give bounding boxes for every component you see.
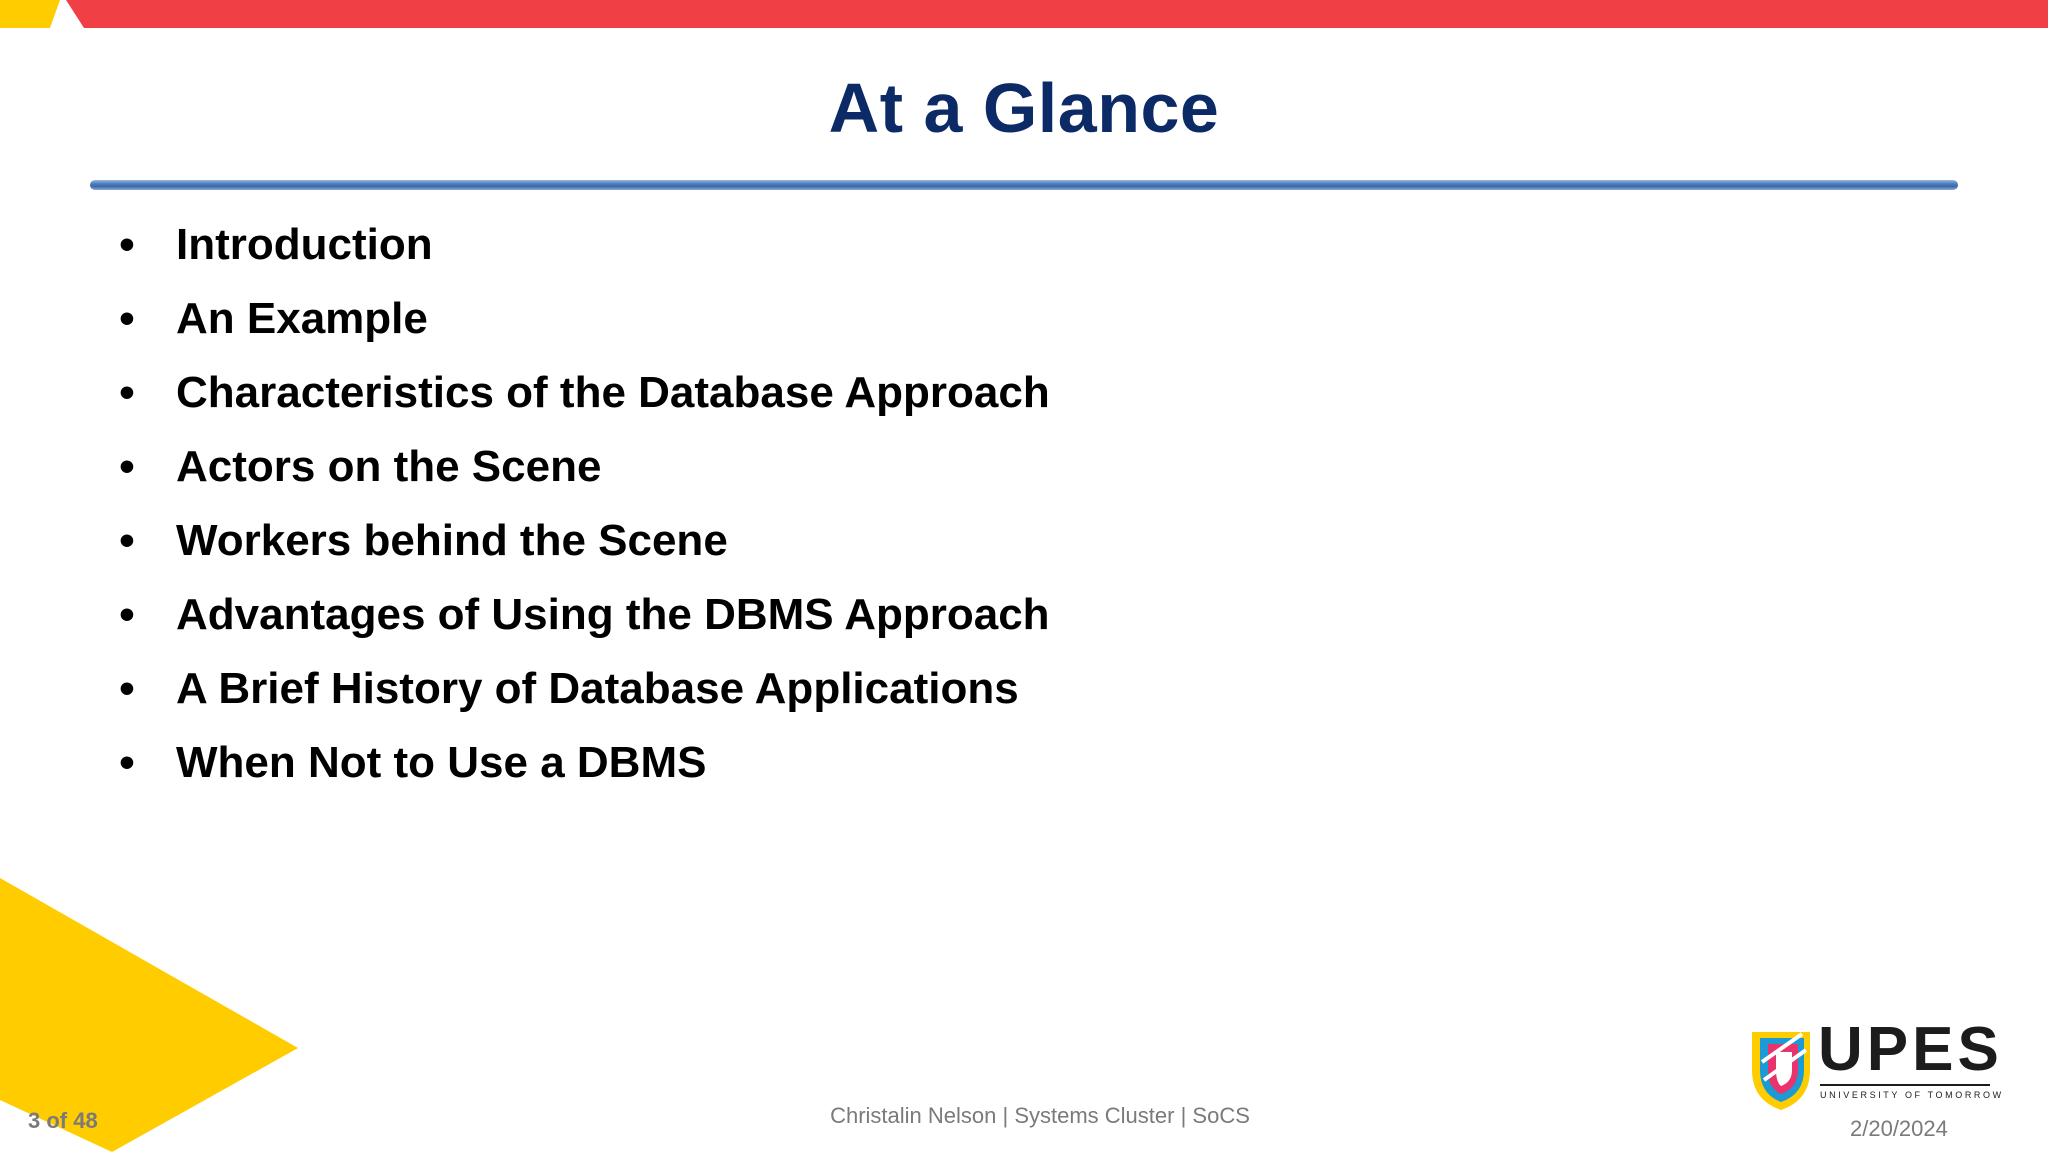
agenda-item-text: Actors on the Scene (176, 442, 602, 491)
slide-date: 2/20/2024 (1850, 1116, 1948, 1141)
bullet-icon: • (119, 368, 135, 417)
bullet-icon: • (119, 590, 135, 639)
bullet-icon: • (119, 220, 135, 269)
agenda-item-text: An Example (176, 294, 428, 343)
bullet-icon: • (119, 738, 135, 787)
agenda-item-text: Workers behind the Scene (176, 516, 728, 565)
footer-author-text: Christalin Nelson | Systems Cluster | SoCS (830, 1103, 1250, 1128)
agenda-item-text: Characteristics of the Database Approach (176, 368, 1050, 417)
logo-wordmark: UPES (1818, 1015, 2003, 1084)
bullet-icon: • (119, 442, 135, 491)
title-divider (90, 180, 1958, 190)
bullet-icon: • (119, 664, 135, 713)
bullet-icon: • (119, 516, 135, 565)
slide-title: At a Glance (828, 69, 1220, 147)
upes-logo (1748, 1012, 2004, 1122)
agenda-item-text: When Not to Use a DBMS (176, 738, 707, 787)
agenda-item-text: Advantages of Using the DBMS Approach (176, 590, 1050, 639)
logo-tagline: UNIVERSITY OF TOMORROW (1820, 1090, 2004, 1100)
slide-number: 3 of 48 (28, 1108, 98, 1133)
logo-underline (1820, 1084, 1990, 1086)
top-accent-bar (0, 0, 2048, 28)
upes-shield-icon (1748, 1022, 1814, 1112)
agenda-item-text: A Brief History of Database Applications (176, 664, 1019, 713)
agenda-item-text: Introduction (176, 220, 433, 269)
bullet-icon: • (119, 294, 135, 343)
